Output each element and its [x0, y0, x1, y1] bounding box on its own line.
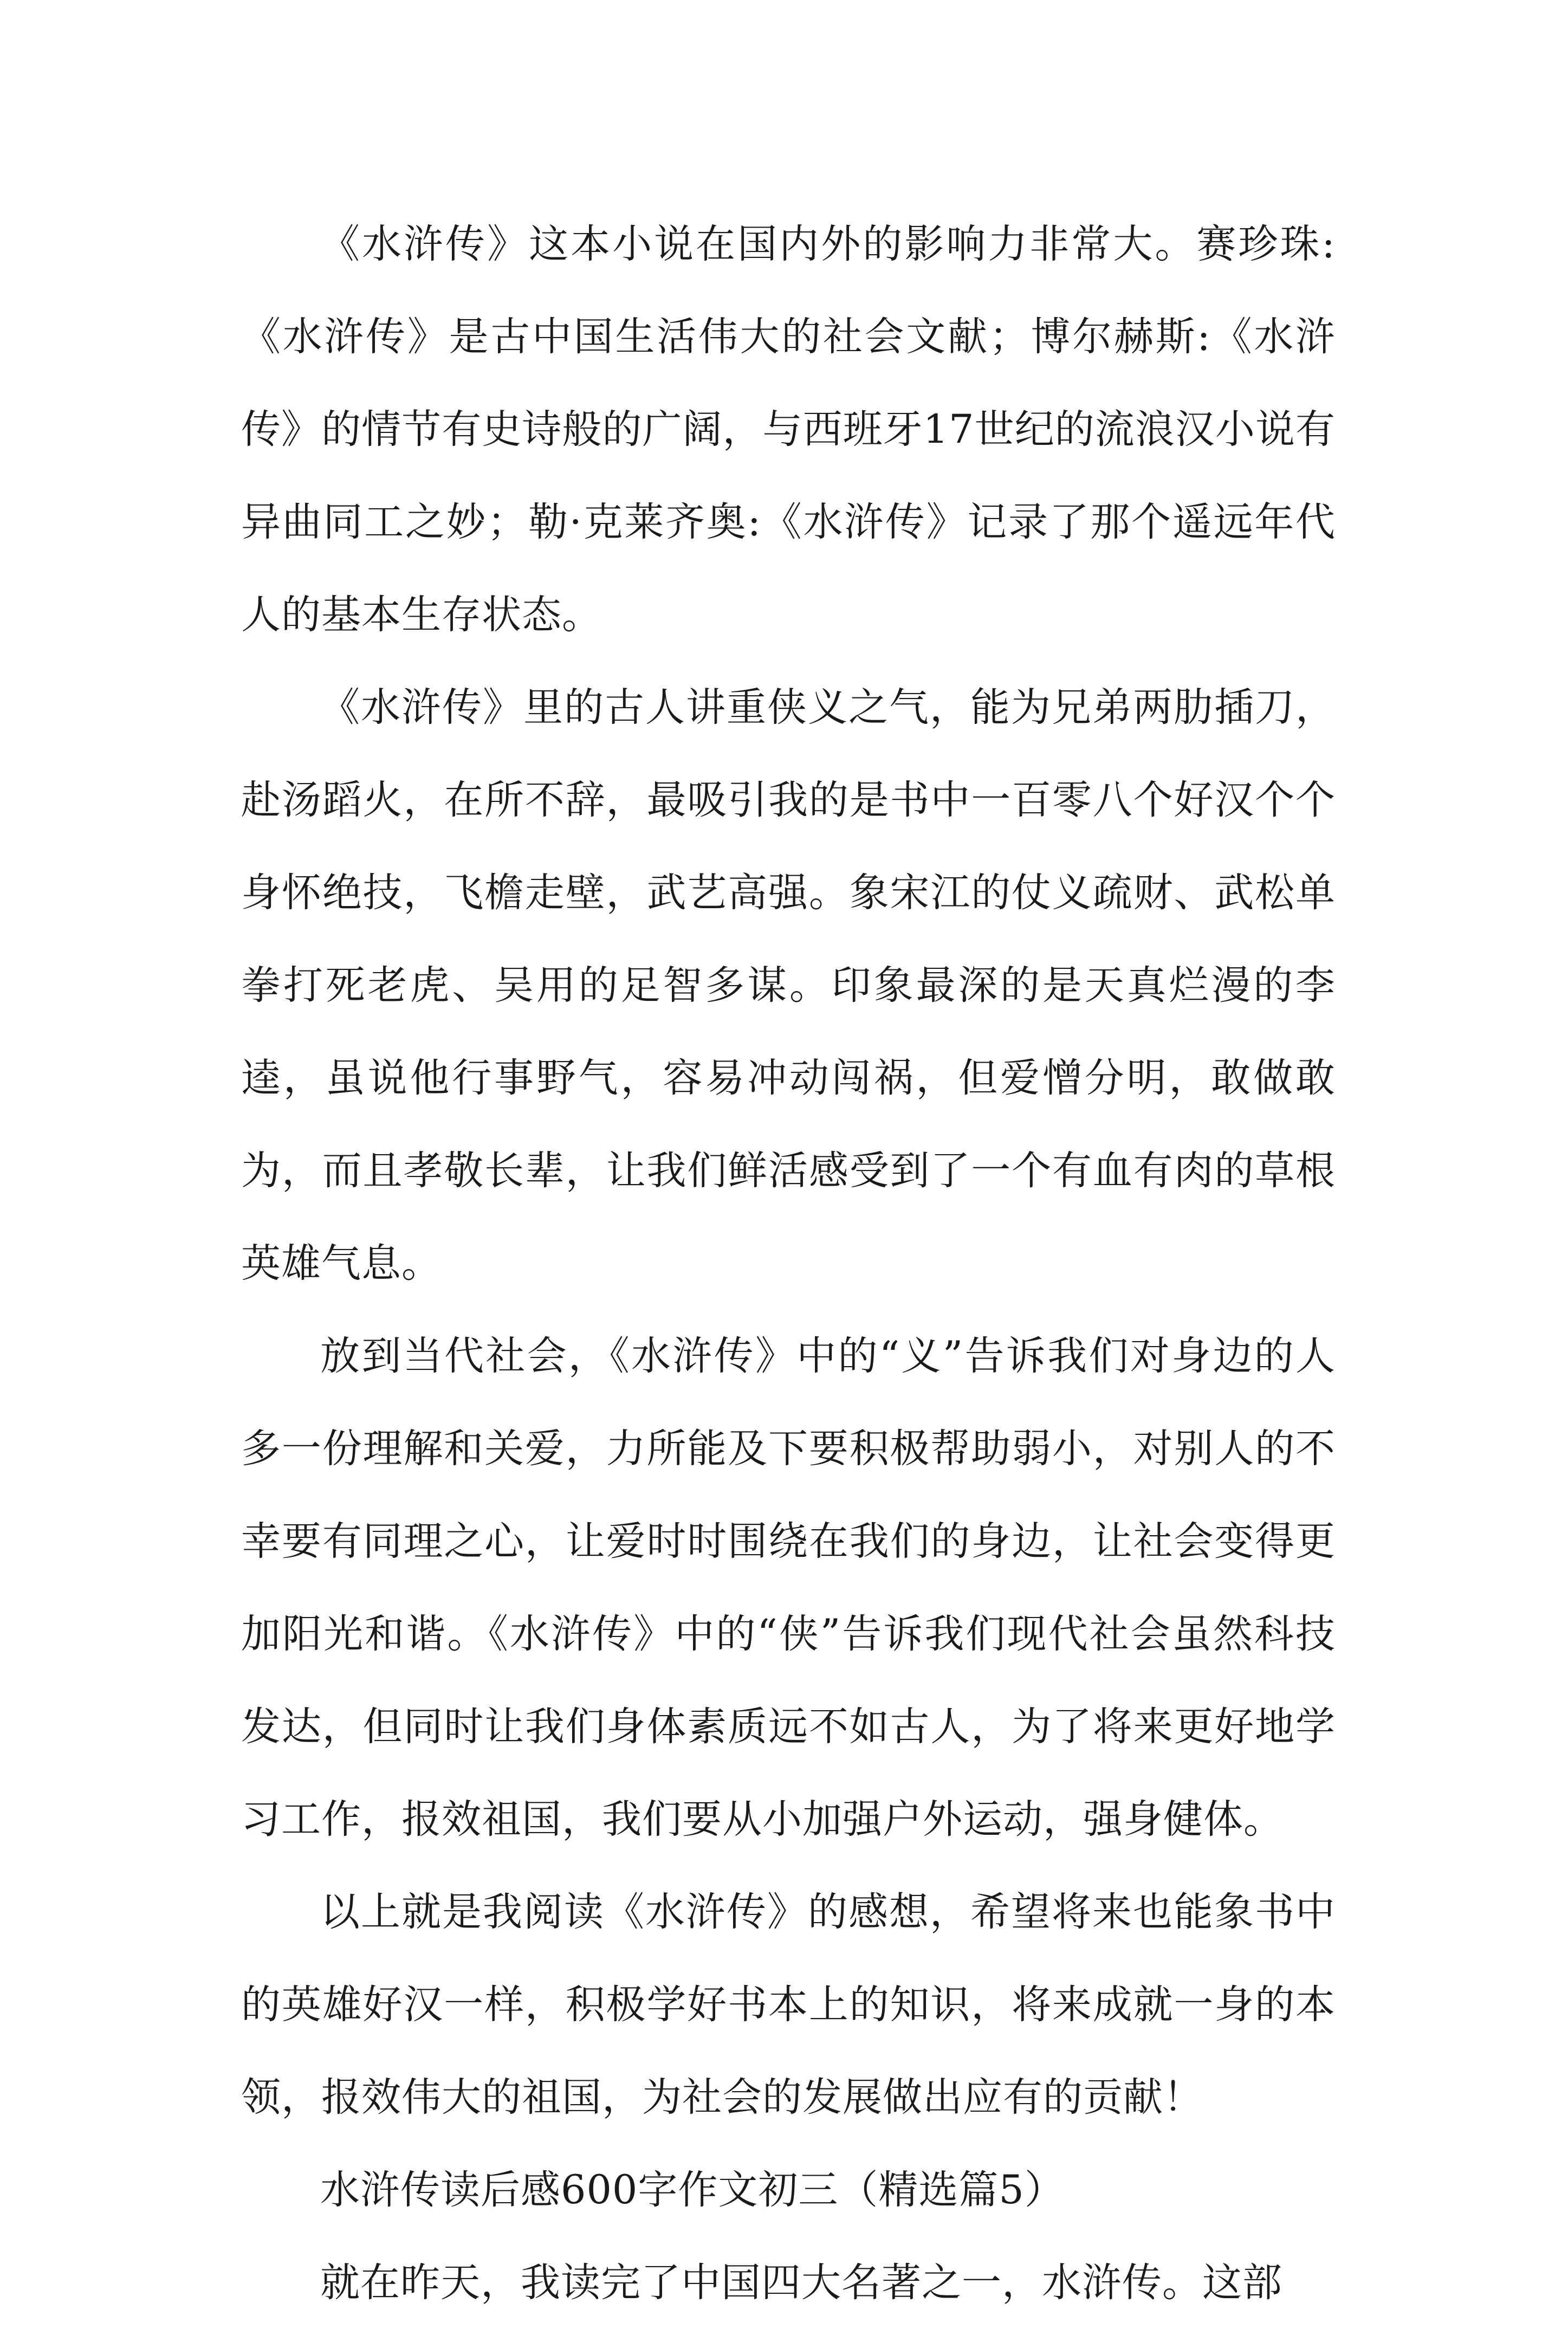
paragraph-next-essay-start: 就在昨天，我读完了中国四大名著之一，水浒传。这部: [320, 2260, 1282, 2306]
document-body: [241, 198, 1336, 2329]
paragraph-modern-meaning: 放到当代社会，《水浒传》中的“义”告诉我们对身边的人多一份理解和关爱，力所能及下要积极帮助弱小，对别人的不幸要有同理之心，让爱时时围绕在我们的身边，让社会变得更加阳光和谐。《水浒传》中的“侠”告诉我们现代社会虽然科技发达，但同时让我们身体素质远不如古人，为了将来更好地学习工作，报效祖国，我们要从小加强户外运动，强身健体。: [241, 1333, 1336, 1842]
paragraph-conclusion: 以上就是我阅读《水浒传》的感想，希望将来也能象书中的英雄好汉一样，积极学好书本上的知识，将来成就一身的本领，报效伟大的祖国，为社会的发展做出应有的贡献！: [241, 1889, 1336, 2120]
paragraph-influence: 《水浒传》这本小说在国内外的影响力非常大。赛珍珠:《水浒传》是古中国生活伟大的社会文献；博尔赫斯:《水浒传》的情节有史诗般的广阔，与西班牙17世纪的流浪汉小说有异曲同工之妙；勒·克莱齐奥:《水浒传》记录了那个遥远年代人的基本生存状态。: [241, 221, 1336, 638]
paragraph-heroes: 《水浒传》里的古人讲重侠义之气，能为兄弟两肋插刀，赴汤蹈火，在所不辞，最吸引我的是书中一百零八个好汉个个身怀绝技，飞檐走壁，武艺高强。象宋江的仗义疏财、武松单拳打死老虎、吴用的足智多谋。印象最深的是天真烂漫的李逵，虽说他行事野气，容易冲动闯祸，但爱憎分明，敢做敢为，而且孝敬长辈，让我们鲜活感受到了一个有血有肉的草根英雄气息。: [241, 684, 1336, 1286]
essay-heading: 水浒传读后感600字作文初三（精选篇5）: [320, 2167, 1065, 2213]
